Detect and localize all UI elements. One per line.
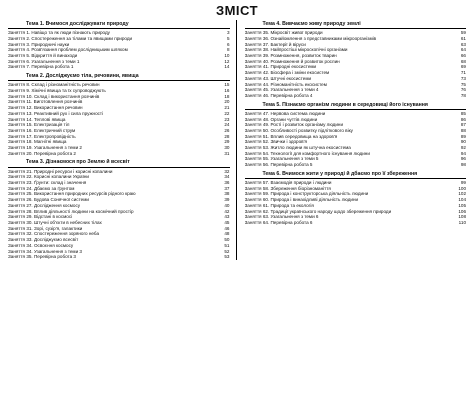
toc-entry-page: 51	[224, 242, 230, 248]
toc-columns	[8, 20, 466, 260]
toc-entry-page: 16	[224, 88, 230, 94]
toc-entry-page: 73	[460, 75, 466, 81]
toc-entry-title: Заняття 5. Відкриття й винаходи	[8, 53, 78, 59]
toc-entry-page: 15	[224, 82, 230, 88]
toc-entry-page: 28	[224, 133, 230, 139]
toc-entry-title: Заняття 25. Використання природних ресурсів рідного краю	[8, 191, 136, 197]
toc-entry-page: 86	[460, 116, 466, 122]
toc-entry-title: Заняття 7. Перевірна робота 1	[8, 64, 74, 70]
toc-entry-title: Заняття 30. Штучні об'єкти в небесних тілах	[8, 220, 102, 225]
toc-entry-title: Заняття 59. Природа і конструкторська діяльність людини	[244, 191, 369, 197]
toc-entry-page: 96	[460, 156, 466, 162]
toc-entry-title: Заняття 1. Навіщо та як люди пізнають природу	[8, 30, 110, 36]
toc-entry-page: 104	[458, 197, 466, 203]
section-heading: Тема 2. Досліджуємо тіла, речовини, явища	[8, 72, 230, 81]
toc-entry-title: Заняття 9. Хімічні явища та їх супроводжують	[8, 88, 106, 94]
toc-entry-page: 30	[224, 145, 230, 151]
toc-entry-title: Заняття 50. Особливості розвитку підліткового віку	[244, 127, 353, 133]
toc-entry-title: Заняття 18. Магнітні явища	[8, 139, 67, 145]
toc-entry-title: Заняття 54. Технології для комфортного існування людини	[244, 150, 370, 156]
toc-entry-title: Заняття 4. Розв'язання проблем дослідницьким шляхом	[8, 47, 128, 53]
toc-entry-title: Заняття 3. Природничі науки	[8, 41, 70, 47]
toc-entry-title: Заняття 6. Узагальнення з теми 1	[8, 58, 80, 64]
toc-entry-page: 18	[224, 93, 230, 99]
toc-entry-title: Заняття 8. Склад і різноманітність речовин	[8, 82, 100, 88]
toc-entry-page: 106	[458, 208, 466, 214]
toc-entry-title: Заняття 64. Перевірна робота 6	[244, 220, 313, 225]
toc-entry	[245, 220, 467, 226]
toc-entry-title: Заняття 34. Узагальнення з теми 3	[8, 248, 82, 254]
toc-entry-page: 78	[460, 92, 466, 98]
toc-entry-page: 20	[224, 99, 230, 105]
toc-entry-title: Заняття 62. Традиції українського народу щодо збереження природи	[244, 208, 392, 214]
section-heading: Тема 4. Вивчаємо живу природу землі	[245, 20, 467, 29]
toc-entry-title: Заняття 49. Рості і розвиток організму людини	[244, 122, 344, 128]
toc-entry-page: 29	[224, 139, 230, 145]
toc-entry-page: 88	[460, 127, 466, 133]
toc-entry-page: 37	[224, 185, 230, 191]
toc-entry-title: Заняття 38. Найпростіші мікроскопічні організми	[244, 47, 348, 53]
toc-entry-page: 46	[224, 225, 230, 231]
toc-entry-title: Заняття 32. Спостереження зоряного неба	[8, 231, 99, 237]
toc-entry-title: Заняття 56. Перевірна робота 5	[244, 162, 313, 168]
toc-entry-page: 98	[460, 162, 466, 168]
toc-entry-page: 110	[458, 220, 466, 225]
toc-entry-page: 89	[460, 133, 466, 139]
toc-entry-title: Заняття 39. Розмноження, розвиток тварин	[244, 53, 337, 59]
toc-entry-title: Заняття 28. Вплив діяльності людини на космічний простір	[8, 208, 134, 214]
toc-entry-title: Заняття 36. Ознайомлення з представниками мікроорганізмів	[244, 35, 377, 41]
toc-entry-page: 10	[224, 53, 230, 59]
toc-entry-title: Заняття 13. Реактивний рух і сила пружності	[8, 110, 104, 116]
toc-entry-title: Заняття 53. Житло людини як штучна екосистема	[244, 145, 351, 151]
toc-entry-title: Заняття 40. Розмноження й розвиток рослин	[244, 58, 340, 64]
toc-entry-title: Заняття 63. Узагальнення з теми 6	[244, 214, 319, 220]
toc-entry-title: Заняття 47. Нервова система людини	[244, 110, 326, 116]
toc-entry-title: Заняття 35. Мікросвіт живої природи	[244, 30, 323, 36]
toc-entry-page: 87	[460, 122, 466, 128]
toc-entry-title: Заняття 45. Узагальнення з теми 4	[244, 87, 319, 93]
toc-entry-page: 23	[224, 116, 230, 122]
toc-entry-title: Заняття 23. Ґрунти: склад і значення	[8, 180, 87, 186]
section-heading: Тема 3. Дізнаємося про Землю й всесвіт	[8, 158, 230, 167]
toc-entry-page: 36	[224, 180, 230, 186]
toc-entry-page: 12	[224, 58, 230, 64]
toc-entry-title: Заняття 61. Природа та екологія	[244, 202, 314, 208]
toc-entry	[8, 64, 230, 70]
toc-entry-page: 102	[458, 191, 466, 197]
toc-entry-title: Заняття 60. Природа і винахідливі діяльність людини	[244, 197, 359, 203]
toc-entry-title: Заняття 37. Бактерії й віруси	[244, 41, 306, 47]
toc-entry-page: 39	[224, 197, 230, 203]
toc-entry-page: 99	[460, 180, 466, 186]
toc-entry-title: Заняття 46. Перевірна робота 4	[244, 92, 313, 98]
toc-entry-page: 34	[224, 174, 230, 180]
toc-entry-page: 66	[460, 53, 466, 59]
toc-entry-title: Заняття 16. Електричний струм	[8, 127, 76, 133]
toc-entry-page: 43	[224, 214, 230, 220]
toc-column-right	[245, 20, 467, 260]
toc-entry	[8, 151, 230, 157]
toc-entry-title: Заняття 21. Природні ресурси і корисні копалини	[8, 168, 113, 174]
toc-entry-page: 42	[224, 208, 230, 214]
toc-entry-page: 71	[460, 70, 466, 76]
toc-entry-title: Заняття 14. Теплові явища	[8, 116, 66, 122]
toc-entry-page: 48	[224, 231, 230, 237]
toc-entry-page: 8	[226, 47, 230, 53]
page-title: ЗМІСТ	[215, 3, 259, 18]
toc-entry-title: Заняття 15. Електризація тіл	[8, 122, 70, 128]
toc-entry-title: Заняття 33. Досліджуємо всесвіт	[8, 237, 79, 243]
toc-entry-page: 40	[224, 202, 230, 208]
toc-entry-title: Заняття 48. Органи чуттів людини	[244, 116, 318, 122]
toc-entry-title: Заняття 2. Спостереження за тілами та явищами природи	[8, 35, 133, 41]
toc-entry-page: 68	[460, 58, 466, 64]
toc-entry-title: Заняття 35. Перевірна робота 3	[8, 254, 76, 260]
toc-entry-title: Заняття 57. Взаємодія природи і людини	[244, 180, 332, 186]
toc-column-left	[8, 20, 237, 260]
toc-entry-page: 14	[224, 64, 230, 70]
section-heading: Тема 6. Вчимося жити у природі й дбаємо про її збереження	[245, 170, 467, 179]
toc-entry-title: Заняття 24. Дбаємо за ґрунтом	[8, 185, 75, 191]
toc-entry-title: Заняття 44. Різноманітність екосистем	[244, 81, 327, 87]
toc-entry-page: 6	[226, 41, 230, 47]
toc-entry-page: 22	[224, 110, 230, 116]
toc-entry-title: Заняття 43. Штучні екосистеми	[244, 75, 312, 81]
toc-entry-page: 5	[226, 35, 230, 41]
toc-entry-page: 45	[224, 220, 230, 225]
toc-entry-page: 85	[460, 110, 466, 116]
toc-entry-page: 105	[458, 202, 466, 208]
section-heading: Тема 1. Вчимося досліджувати природу	[8, 20, 230, 29]
section-heading: Тема 5. Пізнаємо організм людини в середовищі його існування	[245, 101, 467, 110]
toc-entry-title: Заняття 17. Електропровідність	[8, 133, 76, 139]
toc-entry-title: Заняття 19. Узагальнення з теми 2	[8, 145, 82, 151]
toc-entry	[8, 254, 230, 260]
toc-entry-title: Заняття 27. Дослідження космосу	[8, 202, 81, 208]
toc-entry-page: 61	[460, 35, 466, 41]
toc-entry-page: 50	[224, 237, 230, 243]
toc-entry-title: Заняття 41. Природні екосистеми	[244, 64, 317, 70]
toc-entry-title: Заняття 29. Відстані в космосі	[8, 214, 73, 220]
toc-entry-page: 75	[460, 81, 466, 87]
toc-entry-page: 69	[460, 64, 466, 70]
toc-entry-title: Заняття 52. Звички і здоров'я	[244, 139, 307, 145]
toc-entry-page: 108	[458, 214, 466, 220]
toc-entry-page: 76	[460, 87, 466, 93]
toc-entry-page: 59	[460, 30, 466, 36]
toc-entry-page: 63	[460, 41, 466, 47]
toc-entry-page: 53	[224, 254, 230, 260]
toc-entry-page: 92	[460, 145, 466, 151]
toc-entry-page: 38	[224, 191, 230, 197]
toc-entry-title: Заняття 22. Корисні копалини України	[8, 174, 89, 180]
toc-entry-title: Заняття 20. Перевірна робота 2	[8, 150, 76, 156]
toc-entry-page: 100	[458, 185, 466, 191]
toc-entry-title: Заняття 10. Склад і використання розчинів	[8, 93, 100, 99]
toc-entry-page: 26	[224, 127, 230, 133]
toc-entry-page: 32	[224, 168, 230, 174]
toc-entry-title: Заняття 12. Використання речовин	[8, 105, 83, 111]
toc-entry-page: 90	[460, 139, 466, 145]
toc-entry-title: Заняття 55. Узагальнення з теми 5	[244, 156, 319, 162]
toc-entry-page: 94	[460, 150, 466, 156]
toc-entry-title: Заняття 51. Вплив середовища на здоров'я	[244, 133, 338, 139]
toc-entry-page: 24	[224, 122, 230, 128]
toc-entry	[245, 162, 467, 168]
toc-entry-title: Заняття 58. Збереження біорізноманіття	[244, 185, 331, 191]
toc-entry-page: 3	[226, 30, 230, 36]
toc-entry-title: Заняття 31. Зорі, сузір'я, галактики	[8, 225, 83, 231]
toc-entry-page: 52	[224, 248, 230, 254]
toc-entry	[245, 93, 467, 99]
toc-entry-page: 31	[224, 150, 230, 156]
toc-entry-title: Заняття 42. Біосфера і зміни екосистем	[244, 70, 330, 76]
toc-entry-title: Заняття 11. Виготовлення розчинів	[8, 99, 83, 105]
toc-entry-page: 21	[224, 105, 230, 111]
toc-entry-title: Заняття 34. Освоєння космосу	[8, 242, 74, 248]
toc-entry-title: Заняття 26. Будова Сонячної системи	[8, 197, 89, 203]
toc-entry-page: 64	[460, 47, 466, 53]
